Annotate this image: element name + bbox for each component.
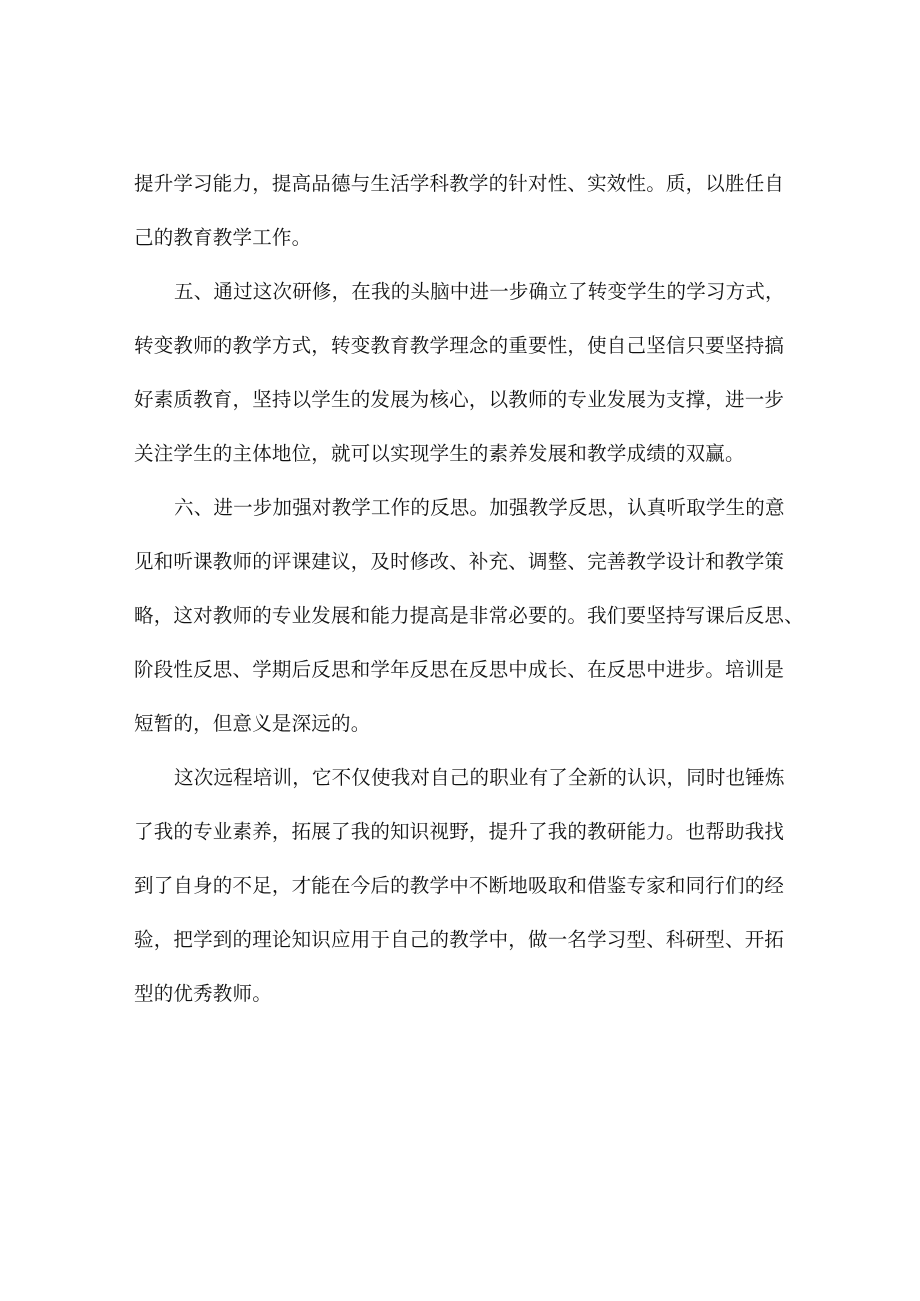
text-line: 见和听课教师的评课建议，及时修改、补充、调整、完善教学设计和教学策 (134, 550, 785, 573)
text-line: 这次远程培训，它不仅使我对自己的职业有了全新的认识，同时也锤炼 (174, 766, 785, 789)
paragraph-conclusion (134, 751, 799, 1021)
text-line: 转变教师的教学方式，转变教育教学理念的重要性，使自己坚信只要坚持搞 (134, 334, 785, 357)
text-line: 了我的专业素养，拓展了我的知识视野，提升了我的教研能力。也帮助我找 (134, 820, 785, 843)
text-line: 验，把学到的理论知识应用于自己的教学中，做一名学习型、科研型、开拓 (134, 928, 785, 951)
paragraph-continuation (134, 157, 799, 265)
text-line: 短暂的，但意义是深远的。 (134, 712, 371, 735)
text-line: 到了自身的不足，才能在今后的教学中不断地吸取和借鉴专家和同行们的经 (134, 874, 785, 897)
text-line: 阶段性反思、学期后反思和学年反思在反思中成长、在反思中进步。培训是 (134, 658, 785, 681)
text-line: 五、通过这次研修，在我的头脑中进一步确立了转变学生的学习方式， (174, 280, 785, 303)
text-line: 关注学生的主体地位，就可以实现学生的素养发展和教学成绩的双赢。 (134, 442, 745, 465)
text-line: 型的优秀教师。 (134, 982, 272, 1005)
text-line: 六、进一步加强对教学工作的反思。加强教学反思，认真听取学生的意 (174, 496, 785, 519)
text-line: 提升学习能力，提高品德与生活学科教学的针对性、实效性。质，以胜任自 (134, 172, 785, 195)
paragraph-five (134, 265, 799, 481)
text-line: 略，这对教师的专业发展和能力提高是非常必要的。我们要坚持写课后反思、 (134, 604, 804, 627)
text-line: 好素质教育，坚持以学生的发展为核心，以教师的专业发展为支撑，进一步 (134, 388, 785, 411)
text-line: 己的教育教学工作。 (134, 226, 312, 249)
paragraph-six (134, 481, 804, 751)
